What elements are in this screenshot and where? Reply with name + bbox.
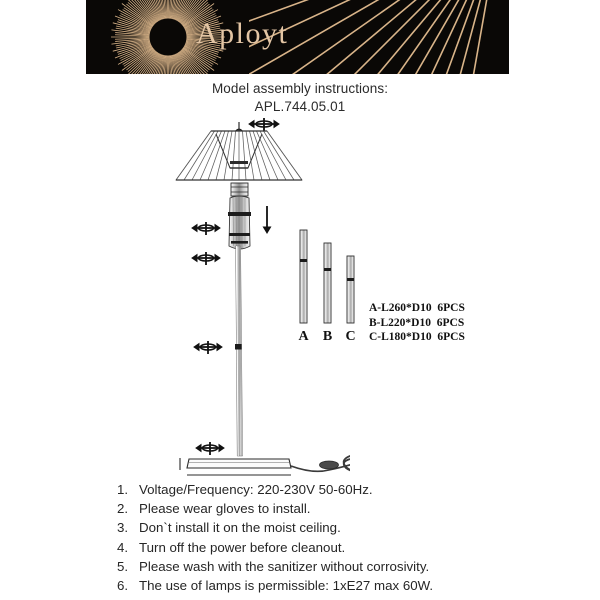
part-qty: 6PCS [436,316,465,329]
instruction-item [117,518,537,537]
rotation-arrow-joint-2 [194,341,222,354]
instruction-item [117,576,537,595]
part-qty: 6PCS [437,331,465,343]
rod-parts-diagram [283,228,373,346]
instruction-text: Please wash with the sanitizer without corrosivity. [139,558,430,574]
insert-down-arrow [263,206,270,233]
brand-banner [86,0,509,74]
part-code: A-L260*D10 [369,302,432,314]
instruction-text: Please wear gloves to install. [139,501,311,517]
rod-label-c: C [345,329,356,344]
brand-wordmark: Aployt [196,17,289,50]
instruction-text: Turn off the power before cleanout. [139,539,346,555]
lampshade [176,131,302,180]
instruction-number: 6. [117,578,129,594]
parts-list [369,301,465,345]
instructions-list [117,480,537,595]
part-row [369,301,465,316]
part-code: B-L220*D10 [369,316,431,329]
rotation-arrow-joint-1 [192,252,220,265]
instruction-item [117,538,537,557]
page-title: Model assembly instructions: [211,81,389,96]
power-plug [344,447,350,472]
rod-label-a: A [298,329,309,344]
instruction-text: Don`t install it on the moist ceiling. [139,520,341,536]
part-code: C-L180*D10 [369,331,432,343]
rod-c [347,256,354,323]
model-code: APL.744.05.01 [254,99,346,114]
part-qty: 6PCS [437,302,465,314]
instruction-item [117,480,537,499]
instruction-number: 2. [117,501,129,517]
instruction-item [117,557,537,576]
rotation-arrow-socket [192,222,220,235]
instruction-text: The use of lamps is permissible: 1xE27 max 60W. [139,578,434,594]
instruction-number: 4. [117,539,129,555]
lamp-base [180,458,291,475]
instruction-number: 1. [117,482,129,497]
rod-b [324,243,331,323]
instruction-number: 3. [117,520,129,536]
rod-a [300,230,307,323]
socket-assembly [228,183,251,249]
instruction-item [117,499,537,518]
rotation-arrow-finial [249,118,279,131]
instruction-text: Voltage/Frequency: 220-230V 50-60Hz. [139,482,373,497]
inline-switch [320,461,339,469]
instruction-number: 5. [117,558,129,574]
rotation-arrow-base [196,442,224,455]
part-row [369,330,465,345]
rod-label-b: B [322,329,333,344]
part-row [369,316,465,331]
lamp-pole [235,246,243,456]
